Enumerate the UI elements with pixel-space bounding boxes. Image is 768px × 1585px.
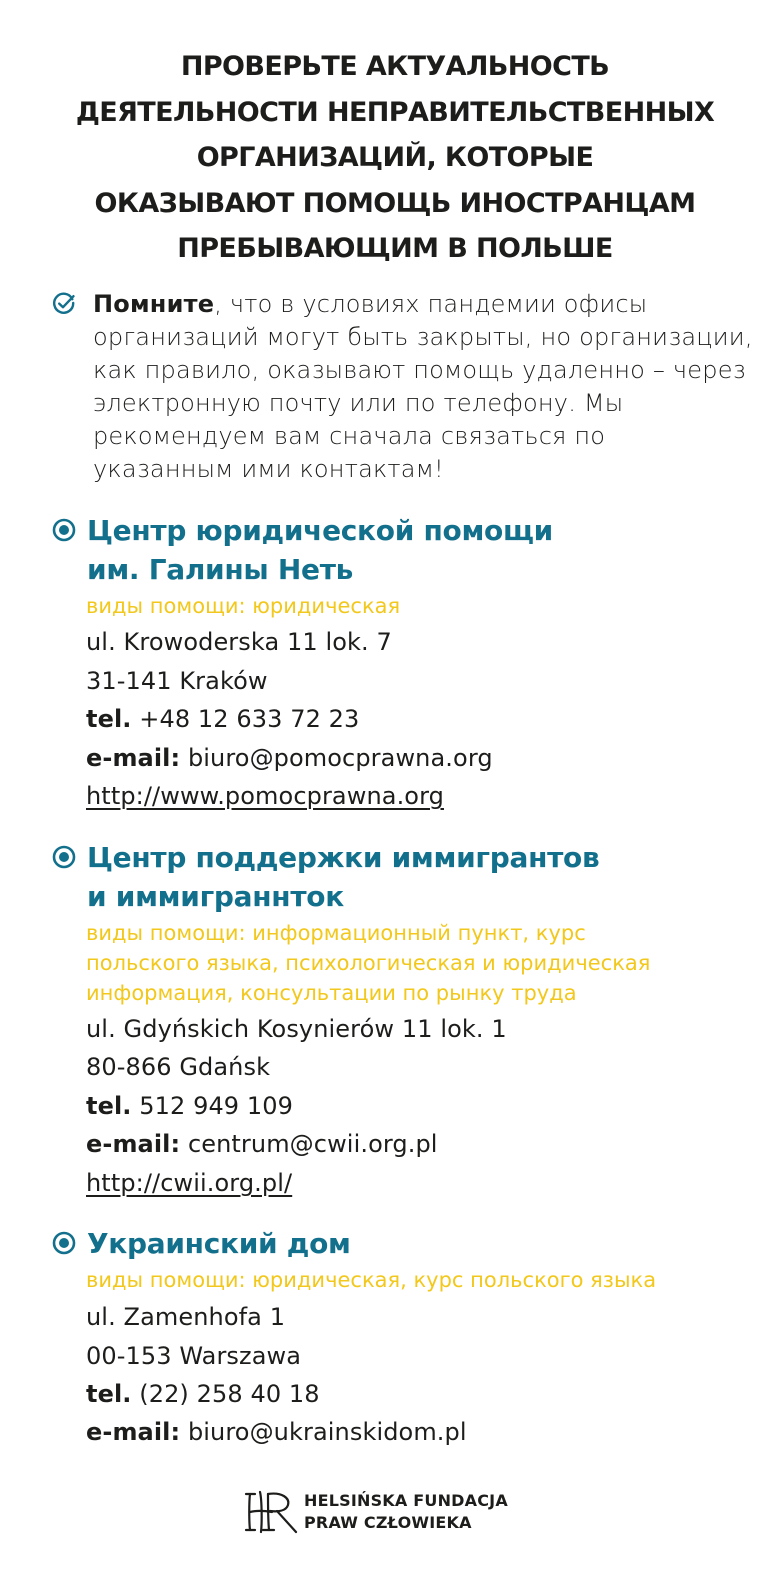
org-name: Центр поддержки иммигрантов и иммиграннток xyxy=(87,841,600,913)
help-types: виды помощи: информационный пункт, курс польского языка, психологическая и юридическая информация, консультации по рынку труда xyxy=(86,921,651,1005)
hr-monogram-icon xyxy=(244,1490,300,1534)
radio-bullet-icon xyxy=(52,1231,76,1255)
help-types: виды помощи: юридическая xyxy=(86,594,401,618)
notice-bold: Помните xyxy=(93,290,215,318)
radio-bullet-icon xyxy=(52,518,76,542)
title-line: ОКАЗЫВАЮТ ПОМОЩЬ ИНОСТРАНЦАМ xyxy=(94,187,696,219)
street-address: ul. Gdyńskich Kosynierów 11 lok. 1 xyxy=(86,1015,507,1043)
website xyxy=(86,777,444,816)
org-name: Центр юридической помощи им. Галины Неть xyxy=(87,514,553,586)
title-line: ПРОВЕРЬТЕ АКТУАЛЬНОСТЬ xyxy=(180,51,610,82)
city-address: 80-866 Gdańsk xyxy=(86,1053,271,1081)
title-line: ДЕЯТЕЛЬНОСТИ НЕПРАВИТЕЛЬСТВЕННЫХ xyxy=(75,96,715,128)
email: e-mail: centrum@cwii.org.pl xyxy=(86,1130,438,1158)
radio-bullet-icon xyxy=(52,845,76,869)
email: e-mail: biuro@ukrainskidom.pl xyxy=(86,1418,467,1446)
website-link[interactable]: http://www.pomocprawna.org xyxy=(86,782,444,810)
notice-text xyxy=(93,288,753,486)
notice-body: , что в условиях пандемии офисы организаций могут быть закрыты, но организации, как правило, оказывают помощь удаленно – через электронную почту или по телефону. Мы рекомендуем вам сначала связаться по указанным ими контактам! xyxy=(93,290,753,483)
help-types: виды помощи: юридическая, курс польского языка xyxy=(86,1268,657,1292)
logo-wordmark: HELSIŃSKA FUNDACJA PRAW CZŁOWIEKA xyxy=(304,1491,508,1532)
title-line: ПРЕБЫВАЮЩИМ В ПОЛЬШЕ xyxy=(177,233,613,264)
helsinki-foundation-logo xyxy=(244,1488,524,1538)
title-line: ОРГАНИЗАЦИЙ, КОТОРЫЕ xyxy=(196,142,594,173)
street-address: ul. Zamenhofa 1 xyxy=(86,1303,286,1331)
phone: tel. 512 949 109 xyxy=(86,1092,294,1120)
website xyxy=(86,1164,292,1203)
email: e-mail: biuro@pomocprawna.org xyxy=(86,744,493,772)
city-address: 31-141 Kraków xyxy=(86,667,268,695)
street-address: ul. Krowoderska 11 lok. 7 xyxy=(86,628,392,656)
check-circle-icon xyxy=(52,292,76,316)
phone: tel. +48 12 633 72 23 xyxy=(86,705,360,733)
page-title xyxy=(40,44,750,272)
phone: tel. (22) 258 40 18 xyxy=(86,1380,320,1408)
org-name: Украинский дом xyxy=(87,1227,351,1260)
website-link[interactable]: http://cwii.org.pl/ xyxy=(86,1169,293,1197)
city-address: 00-153 Warszawa xyxy=(86,1342,302,1370)
